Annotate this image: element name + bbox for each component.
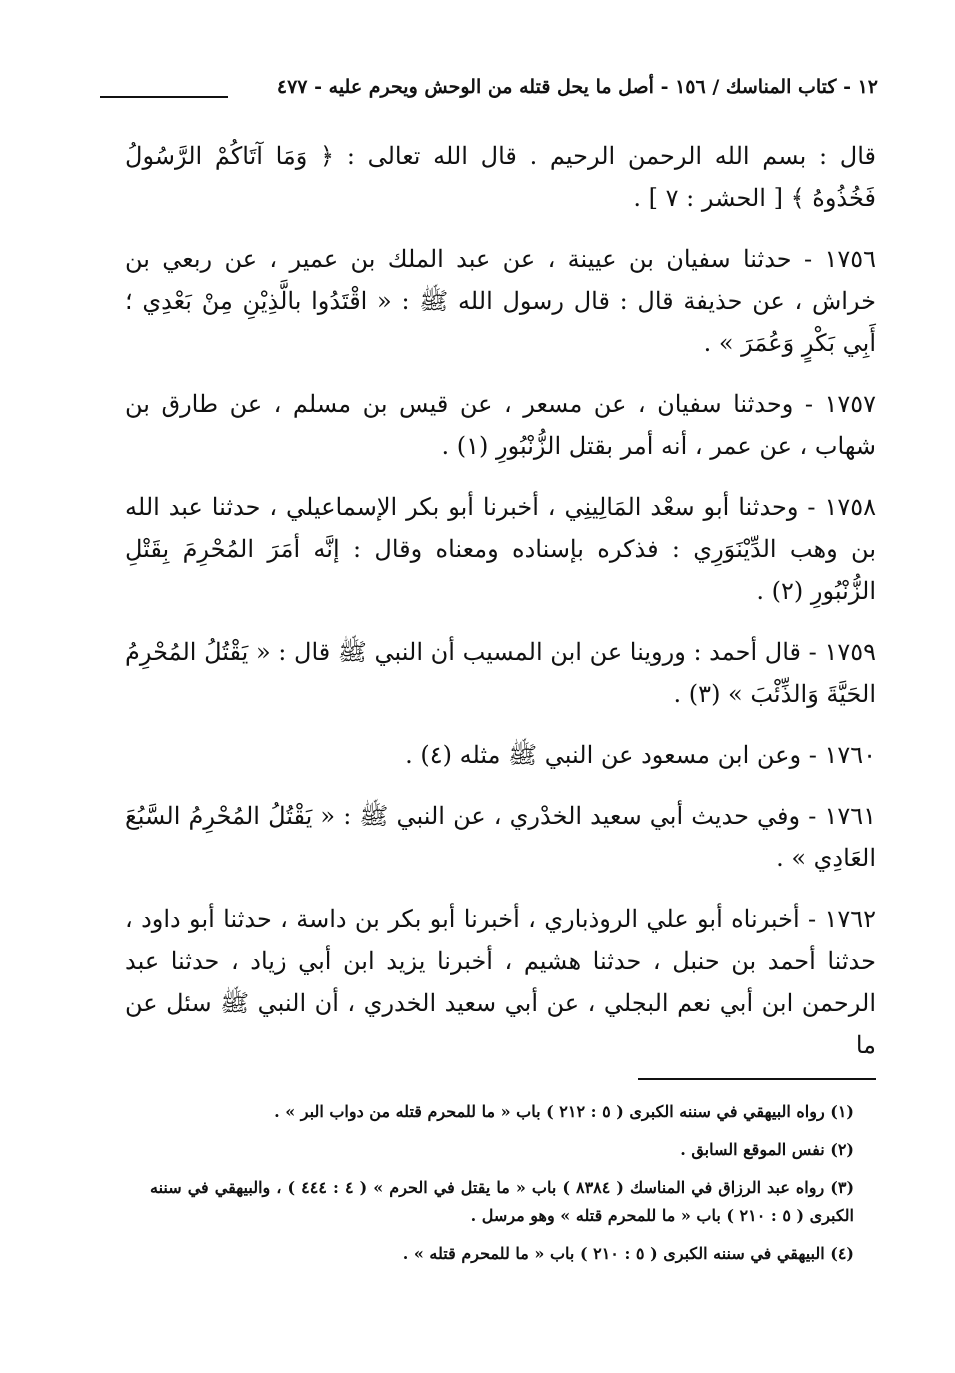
hadith-1761: ١٧٦١ - وفي حديث أبي سعيد الخدْري ، عن النبي ﷺ : « يَقْتُلُ المُحْرِمُ السَّبُعَ العَادِي » .: [125, 802, 876, 872]
footnote-4: (٤) البيهقي في سننه الكبرى ( ٥ : ٢١٠ ) باب « ما للمحرم قتله » .: [402, 1244, 854, 1263]
hadith-1760: ١٧٦٠ - وعن ابن مسعود عن النبي ﷺ مثله (٤) .: [405, 741, 876, 769]
footnote-3: (٣) رواه عبد الرزاق في المناسك ( ٨٣٨٤ ) باب « ما يقتل في الحرم » ( ٤ : ٤٤٤ ) ، والبيهقي في سننه الكبرى ( ٥ : ٢١٠ ) باب « ما للمحرم قتله » وهو مرسل .: [150, 1178, 855, 1225]
running-title: ١٢ - كتاب المناسك / ١٥٦ - أصل ما يحل قتله من الوحش ويحرم عليه - ٤٧٧: [276, 76, 878, 98]
running-header: [100, 76, 878, 110]
hadith-1756: ١٧٥٦ - حدثنا سفيان بن عيينة ، عن عبد الملك بن عمير ، عن ربعي بن خراش ، عن حذيفة قال : قال رسول الله ﷺ : « اقْتَدُوا بالَّذِيْنِ مِنْ بَعْدِي ؛ أَبِي بَكْرٍ وَعُمَرَ » .: [125, 245, 876, 357]
hadith-1758: ١٧٥٨ - وحدثنا أبو سعْد المَالِينِي ، أخبرنا أبو بكر الإسماعيلي ، حدثنا عبد الله بن وهب الدِّيْنَوَرِي : فذكره بإسناده ومعناه وقال : إنَّه أمَرَ المُحْرِمَ بِقَتْلِ الزُّنْبُورِ (٢) .: [125, 493, 876, 605]
footnote-2: (٢) نفس الموقع السابق .: [680, 1140, 854, 1159]
footnote-1: (١) رواه البيهقي في سننه الكبرى ( ٥ : ٢١٢ ) باب « ما للمحرم قتله من دواب البر » .: [274, 1102, 854, 1121]
hadith-1762: ١٧٦٢ - أخبرناه أبو علي الروذباري ، أخبرنا أبو بكر بن داسة ، حدثنا أبو داود ، حدثنا أحمد بن حنبل ، حدثنا هشيم ، أخبرنا يزيد ابن أبي زياد ، حدثنا عبد الرحمن ابن أبي نعم البجلي ، عن أبي سعيد الخدري ، أن النبي ﷺ سئل عن ما: [125, 905, 876, 1059]
intro-paragraph: قال : بسم الله الرحمن الرحيم . قال الله تعالى : ﴿ وَمَا آتَاكُمْ الرَّسُولُ فَخُذُوهُ ﴾ [ الحشر : ٧ ] .: [125, 142, 876, 212]
hadith-1757: ١٧٥٧ - وحدثنا سفيان ، عن مسعر ، عن قيس بن مسلم ، عن طارق بن شهاب ، عن عمر ، أنه أمر بقتل الزُّنْبُورِ (١) .: [125, 390, 877, 460]
header-rule: [100, 96, 228, 98]
hadith-1759: ١٧٥٩ - قال أحمد : وروينا عن ابن المسيب أن النبي ﷺ قال : « يَقْتُلُ المُحْرِمُ الحَيَّةَ وَالذِّئْبَ » (٣) .: [125, 638, 876, 708]
main-text: [125, 135, 876, 1085]
footnote-rule: [638, 1078, 876, 1080]
footnotes: [150, 1098, 876, 1278]
